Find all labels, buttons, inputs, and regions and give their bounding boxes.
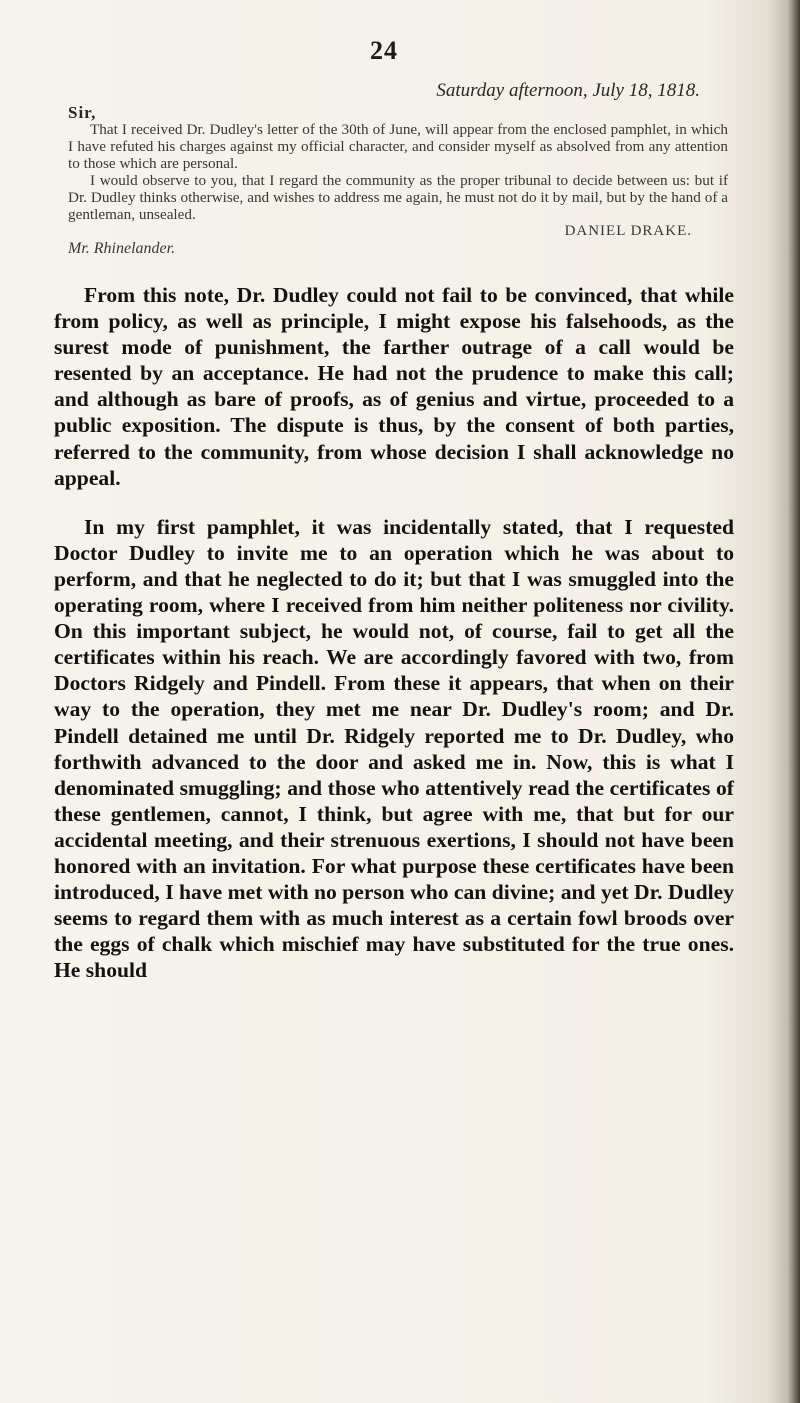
letter-paragraph: That I received Dr. Dudley's letter of the 30th of June, will appear from the enclosed pamphlet, in which I have refuted his charges against my official character, and consider myself as absolved from any attention to those which are personal.	[68, 121, 728, 172]
letter-signature: DANIEL DRAKE.	[564, 223, 692, 239]
page-edge-shadow	[786, 0, 800, 1403]
main-text	[54, 282, 734, 983]
letter-paragraph: I would observe to you, that I regard the community as the proper tribunal to decide between us: but if Dr. Dudley thinks otherwise, and wishes to address me again, he must not do it by mail, but by the hand of a gentleman, unsealed.	[68, 172, 728, 223]
letter-addressee: Mr. Rhinelander.	[68, 240, 176, 257]
body-paragraph: From this note, Dr. Dudley could not fail to be convinced, that while from policy, as well as principle, I might expose his falsehoods, as the surest mode of punishment, the farther outrage of a call would be resented by an acceptance. He had not the prudence to make this call; and although as bare of proofs, as of genius and virtue, proceeded to a public exposition. The dispute is thus, by the consent of both parties, referred to the community, from whose decision I shall acknowledge no appeal.	[54, 283, 734, 490]
body-paragraph: In my first pamphlet, it was incidentally stated, that I requested Doctor Dudley to invite me to an operation which he was about to perform, and that he neglected to do it; but that I was smuggled into the operating room, where I received from him neither politeness nor civility. On this important subject, he would not, of course, fail to get all the certificates within his reach. We are accordingly favored with two, from Doctors Ridgely and Pindell. From these it appears, that when on their way to the operation, they met me near Dr. Dudley's room; and Dr. Pindell detained me until Dr. Ridgely reported me to Dr. Dudley, who forthwith advanced to the door and asked me in. Now, this is what I denominated smuggling; and those who attentively read the certificates of these gentlemen, cannot, I think, but agree with me, that but for our accidental meeting, and their strenuous exertions, I should not have been honored with an invitation. For what purpose these certificates have been introduced, I have met with no person who can divine; and yet Dr. Dudley seems to regard them with as much interest as a certain fowl broods over the eggs of chalk which mischief may have substituted for the true ones. He should	[54, 514, 734, 983]
page-number: 24	[370, 36, 398, 65]
letter-dateline: Saturday afternoon, July 18, 1818.	[436, 80, 700, 101]
quoted-letter	[68, 104, 728, 257]
letter-salutation: Sir,	[68, 103, 97, 122]
